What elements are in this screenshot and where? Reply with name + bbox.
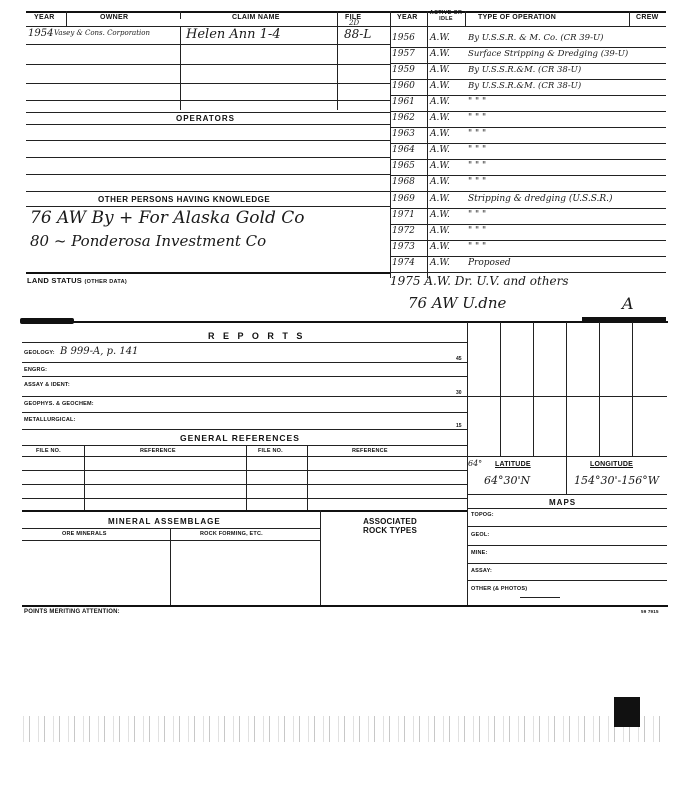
note-mark: A bbox=[622, 294, 634, 313]
gr-file-no: FILE NO. bbox=[36, 448, 61, 454]
activity-status: A.W. bbox=[430, 177, 450, 188]
activity-status: A.W. bbox=[430, 97, 450, 108]
activity-status: A.W. bbox=[430, 129, 450, 140]
activity-operation: By U.S.S.R. & M. Co. (CR 39-U) bbox=[468, 33, 604, 43]
rock-forming-label: ROCK FORMING, ETC. bbox=[200, 531, 263, 537]
activity-operation: " " " bbox=[468, 177, 487, 188]
other-persons-line1: 76 AW By + For Alaska Gold Co bbox=[30, 208, 305, 228]
maps-mine: MINE: bbox=[471, 550, 488, 556]
activity-status: A.W. bbox=[430, 81, 450, 92]
general-references-title: GENERAL REFERENCES bbox=[180, 433, 300, 443]
activity-year: 1963 bbox=[392, 129, 415, 140]
activity-year: 1956 bbox=[392, 33, 415, 43]
activity-operation: Stripping & dredging (U.S.S.R.) bbox=[468, 193, 613, 204]
mineral-assemblage-title: MINERAL ASSEMBLAGE bbox=[108, 517, 221, 526]
geophys-label: GEOPHYS. & GEOCHEM: bbox=[24, 401, 94, 407]
activity-status: A.W. bbox=[430, 113, 450, 124]
operators-title: OPERATORS bbox=[176, 114, 235, 123]
form-number: 59 7915 bbox=[641, 609, 659, 614]
activity-year: 1969 bbox=[392, 193, 415, 204]
latitude-label: LATITUDE bbox=[495, 461, 531, 468]
metallurgical-label: METALLURGICAL: bbox=[24, 417, 76, 423]
longitude-label: LONGITUDE bbox=[590, 461, 634, 468]
header-claim-name: CLAIM NAME bbox=[232, 14, 280, 21]
activity-operation: " " " bbox=[468, 129, 487, 140]
land-status-label: LAND STATUS (OTHER DATA) bbox=[27, 276, 127, 285]
activity-operation: " " " bbox=[468, 209, 487, 220]
activity-year: 1957 bbox=[392, 49, 415, 60]
note-76: 76 AW U.dne bbox=[408, 294, 507, 312]
activity-status: A.W. bbox=[430, 225, 450, 236]
ore-minerals-label: ORE MINERALS bbox=[62, 531, 107, 537]
activity-year: 1959 bbox=[392, 65, 415, 76]
scan-noise-strip bbox=[20, 716, 666, 742]
activity-operation: " " " bbox=[468, 97, 487, 108]
engrg-label: ENGRG: bbox=[24, 367, 48, 373]
marker-30: 30 bbox=[456, 390, 462, 396]
activity-status: A.W. bbox=[430, 161, 450, 172]
activity-status: A.W. bbox=[430, 193, 450, 204]
activity-status: A.W. bbox=[430, 209, 450, 220]
header-year: YEAR bbox=[34, 14, 55, 21]
activity-year: 1974 bbox=[392, 257, 415, 268]
coord-prefix: 64° bbox=[468, 459, 483, 468]
claim-name: Helen Ann 1-4 bbox=[186, 27, 281, 42]
activity-operation: " " " bbox=[468, 161, 487, 172]
longitude-value: 154°30'-156°W bbox=[574, 474, 660, 487]
activity-operation: " " " bbox=[468, 241, 487, 252]
latitude-value: 64°30'N bbox=[484, 474, 531, 487]
scan-black-mark bbox=[614, 697, 640, 727]
activity-operation: By U.S.S.R.&M. (CR 38-U) bbox=[468, 65, 582, 76]
claim-owner: Vasey & Cons. Corporation bbox=[54, 29, 150, 37]
other-persons-line2: 80 ~ Ponderosa Investment Co bbox=[30, 232, 267, 250]
activity-year: 1973 bbox=[392, 241, 415, 252]
claim-year: 1954 bbox=[28, 28, 54, 39]
activity-year: 1971 bbox=[392, 209, 415, 220]
associated-rock-types: ASSOCIATED ROCK TYPES bbox=[362, 517, 417, 535]
claim-file-top: 2D bbox=[349, 19, 360, 27]
header-year-right: YEAR bbox=[397, 14, 418, 21]
header-file: FILE bbox=[345, 14, 362, 21]
activity-status: A.W. bbox=[430, 65, 450, 76]
activity-status: A.W. bbox=[430, 145, 450, 156]
activity-status: A.W. bbox=[430, 49, 450, 60]
activity-year: 1961 bbox=[392, 97, 415, 108]
maps-assay: ASSAY: bbox=[471, 568, 493, 574]
geology-value: B 999-A, p. 141 bbox=[60, 346, 139, 357]
maps-geol: GEOL: bbox=[471, 532, 490, 538]
gr-reference: REFERENCE bbox=[140, 448, 176, 454]
maps-topog: TOPOG: bbox=[471, 512, 494, 518]
activity-operation: " " " bbox=[468, 145, 487, 156]
header-crew: CREW bbox=[636, 14, 659, 21]
activity-status: A.W. bbox=[430, 257, 450, 268]
activity-status: A.W. bbox=[430, 33, 450, 43]
maps-other: OTHER (& PHOTOS) bbox=[471, 586, 528, 592]
activity-year: 1962 bbox=[392, 113, 415, 124]
activity-operation: Proposed bbox=[468, 257, 511, 268]
activity-operation: By U.S.S.R.&M. (CR 38-U) bbox=[468, 81, 582, 92]
maps-title: MAPS bbox=[549, 498, 577, 507]
note-1975: 1975 A.W. Dr. U.V. and others bbox=[390, 274, 569, 288]
activity-operation: " " " bbox=[468, 225, 487, 236]
points-meriting-attention: POINTS MERITING ATTENTION: bbox=[24, 609, 120, 615]
gr-file-no-2: FILE NO. bbox=[258, 448, 283, 454]
activity-status: A.W. bbox=[430, 241, 450, 252]
activity-year: 1965 bbox=[392, 161, 415, 172]
assay-label: ASSAY & IDENT: bbox=[24, 382, 70, 388]
marker-15: 15 bbox=[456, 423, 462, 429]
marker-45: 45 bbox=[456, 356, 462, 362]
activity-year: 1960 bbox=[392, 81, 415, 92]
header-type-of-operation: TYPE OF OPERATION bbox=[478, 14, 557, 21]
header-active-idle: ACTIVE OR IDLE bbox=[429, 10, 463, 22]
geology-label: GEOLOGY: bbox=[24, 350, 55, 356]
activity-year: 1968 bbox=[392, 177, 415, 188]
activity-operation: Surface Stripping & Dredging (39-U) bbox=[468, 49, 629, 60]
header-owner: OWNER bbox=[100, 14, 129, 21]
claim-file: 88-L bbox=[344, 27, 372, 41]
activity-year: 1972 bbox=[392, 225, 415, 236]
other-persons-title: OTHER PERSONS HAVING KNOWLEDGE bbox=[98, 195, 271, 204]
gr-reference-2: REFERENCE bbox=[352, 448, 388, 454]
activity-operation: " " " bbox=[468, 113, 487, 124]
reports-title: R E P O R T S bbox=[208, 331, 306, 341]
activity-year: 1964 bbox=[392, 145, 415, 156]
